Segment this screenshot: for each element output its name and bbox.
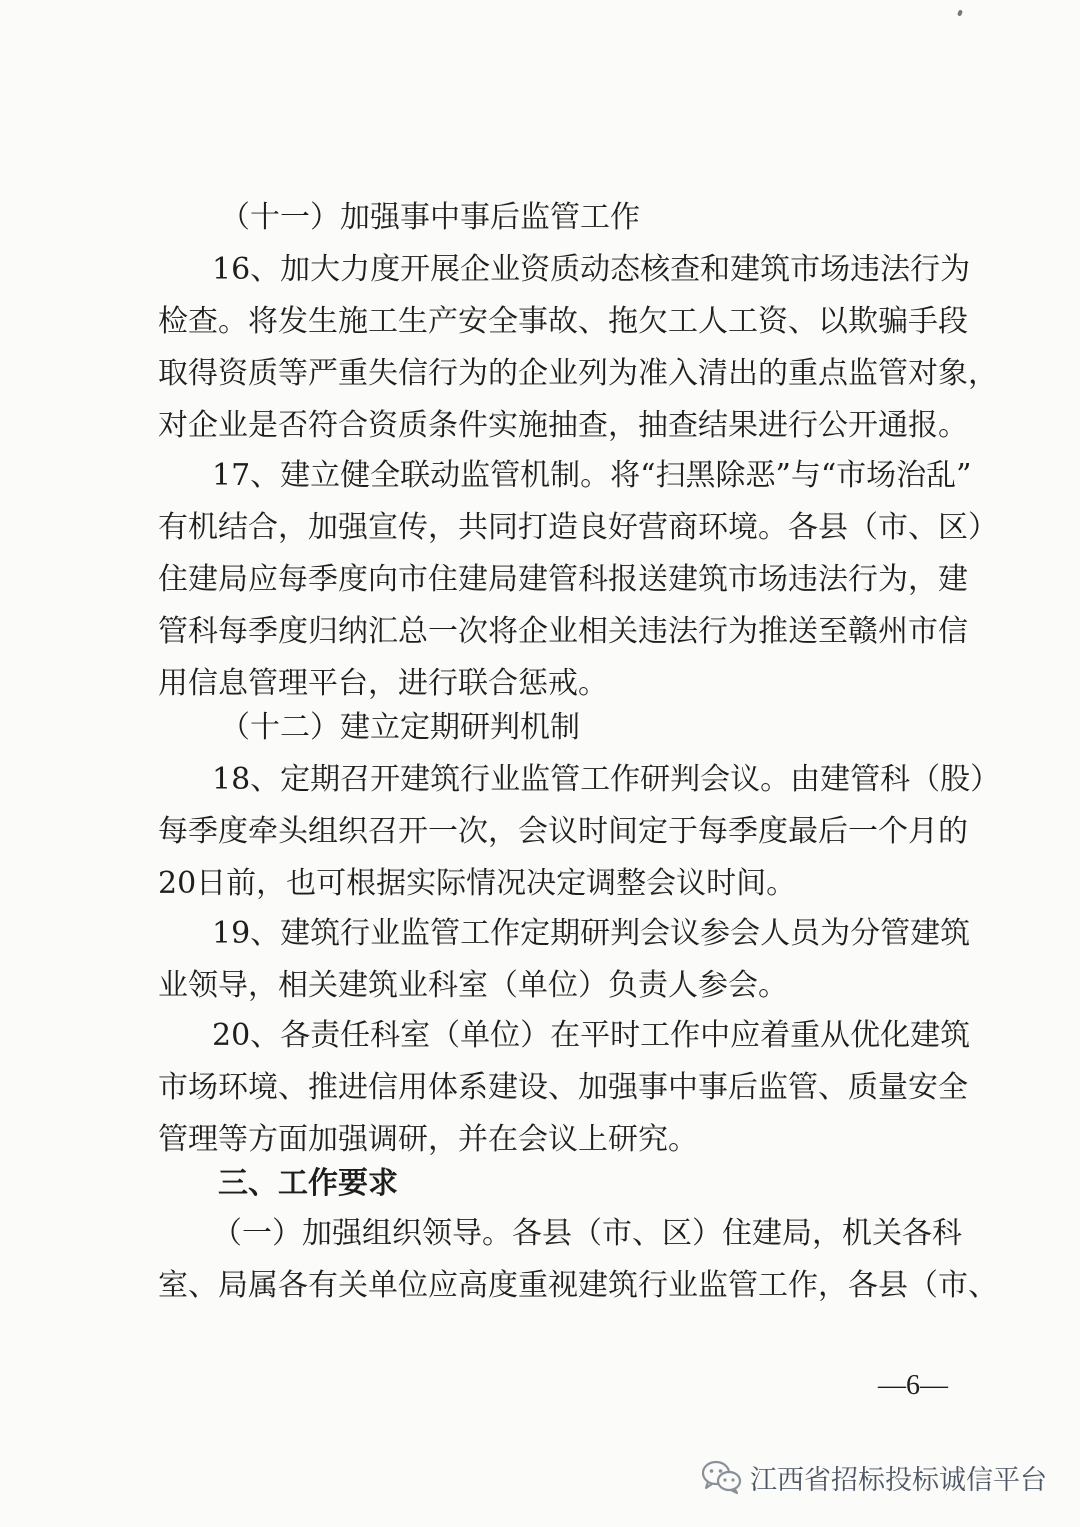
paragraph-line: 取得资质等严重失信行为的企业列为准入清出的重点监管对象， [158, 356, 998, 391]
paragraph-line: 16、加大力度开展企业资质动态核查和建筑市场违法行为 [212, 252, 971, 287]
paragraph-line: 18、定期召开建筑行业监管工作研判会议。由建管科（股） [212, 762, 1001, 797]
section-heading-11: （十一）加强事中事后监管工作 [220, 200, 640, 235]
paragraph-line: 用信息管理平台，进行联合惩戒。 [158, 666, 608, 701]
paragraph-line: （一）加强组织领导。各县（市、区）住建局，机关各科 [212, 1216, 962, 1251]
page-number: —6— [878, 1370, 948, 1401]
paragraph-line: 每季度牵头组织召开一次，会议时间定于每季度最后一个月的 [158, 814, 968, 849]
paragraph-line: 室、局属各有关单位应高度重视建筑行业监管工作，各县（市、 [158, 1268, 998, 1303]
wechat-icon [700, 1459, 742, 1495]
paragraph-line: 业领导，相关建筑业科室（单位）负责人参会。 [158, 968, 788, 1003]
watermark [700, 1455, 1047, 1499]
paragraph-line: 17、建立健全联动监管机制。将“扫黑除恶”与“市场治乱” [212, 458, 972, 493]
paragraph-line: 住建局应每季度向市住建局建管科报送建筑市场违法行为，建 [158, 562, 968, 597]
paragraph-line: 管理等方面加强调研，并在会议上研究。 [158, 1122, 698, 1157]
paragraph-line: 市场环境、推进信用体系建设、加强事中事后监管、质量安全 [158, 1070, 968, 1105]
watermark-text: 江西省招标投标诚信平台 [750, 1464, 1047, 1496]
paragraph-line: 20日前，也可根据实际情况决定调整会议时间。 [158, 866, 797, 901]
paragraph-line: 管科每季度归纳汇总一次将企业相关违法行为推送至赣州市信 [158, 614, 968, 649]
paragraph-line: 20、各责任科室（单位）在平时工作中应着重从优化建筑 [212, 1018, 971, 1053]
paragraph-line: 有机结合，加强宣传，共同打造良好营商环境。各县（市、区） [158, 510, 998, 545]
scan-speck [957, 9, 963, 16]
paragraph-line: 对企业是否符合资质条件实施抽查，抽查结果进行公开通报。 [158, 408, 968, 443]
section-heading-work-requirements: 三、工作要求 [218, 1166, 398, 1201]
paragraph-line: 检查。将发生施工生产安全事故、拖欠工人工资、以欺骗手段 [158, 304, 968, 339]
section-heading-12: （十二）建立定期研判机制 [220, 710, 580, 745]
paragraph-line: 19、建筑行业监管工作定期研判会议参会人员为分管建筑 [212, 916, 971, 951]
